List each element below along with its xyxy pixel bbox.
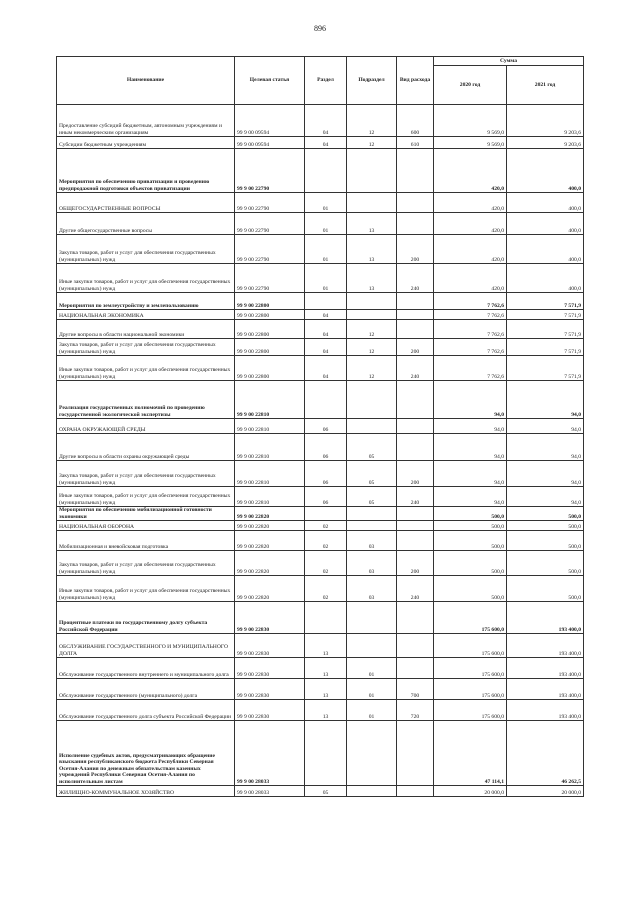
amount-2020: 500,0 [434,507,507,521]
section-code: 02 [305,521,347,531]
target-article: 99 9 00 22830 [235,700,305,721]
amount-2021: 400,0 [507,264,584,293]
row-name: ОБСЛУЖИВАНИЕ ГОСУДАРСТВЕННОГО И МУНИЦИПАЛЬНОГО ДОЛГА [57,634,235,658]
amount-2021: 400,0 [507,213,584,235]
amount-2021: 94,0 [507,487,584,507]
table-row [57,320,584,339]
amount-2021: 500,0 [507,576,584,602]
amount-2021: 7 571,9 [507,310,584,320]
row-name: Предоставление субсидий бюджетным, автономным учреждениям и иным некоммерческим организациям [57,105,235,137]
section-code: 04 [305,356,347,381]
row-name: ОХРАНА ОКРУЖАЮЩЕЙ СРЕДЫ [57,419,235,434]
table-row [57,105,584,137]
target-article: 99 9 00 09594 [235,137,305,149]
expense-type: 240 [397,487,434,507]
target-article: 99 9 00 22800 [235,293,305,310]
section-code [305,721,347,786]
amount-2021: 7 571,9 [507,293,584,310]
target-article: 99 9 00 22830 [235,679,305,700]
table-row [57,461,584,487]
amount-2021: 7 571,9 [507,320,584,339]
expense-type [397,507,434,521]
amount-2021: 94,0 [507,461,584,487]
row-name: Другие вопросы в области национальной экономики [57,320,235,339]
section-code: 13 [305,658,347,679]
section-code: 04 [305,339,347,356]
table-row [57,137,584,149]
amount-2021: 193 400,0 [507,658,584,679]
amount-2020: 420,0 [434,193,507,213]
target-article: 99 9 00 22790 [235,149,305,193]
expense-type [397,320,434,339]
target-article: 99 9 00 22800 [235,310,305,320]
row-name: Обслуживание государственного внутреннего и муниципального долга [57,658,235,679]
section-code: 01 [305,213,347,235]
target-article: 99 9 00 28033 [235,721,305,786]
row-name: Мобилизационная и вневойсковая подготовка [57,531,235,551]
amount-2020: 7 762,6 [434,356,507,381]
table-row [57,235,584,264]
amount-2020: 20 000,0 [434,786,507,797]
amount-2021: 94,0 [507,419,584,434]
table-row [57,507,584,521]
target-article: 99 9 00 22790 [235,235,305,264]
row-name: НАЦИОНАЛЬНАЯ ЭКОНОМИКА [57,310,235,320]
header-section: Раздел [305,57,347,105]
subsection-code: 03 [347,551,397,576]
subsection-code [347,634,397,658]
row-name: Закупка товаров, работ и услуг для обеспечения государственных (муниципальных) нужд [57,551,235,576]
subsection-code [347,310,397,320]
subsection-code: 12 [347,339,397,356]
row-name: Процентные платежи по государственному долгу субъекта Российской Федерации [57,602,235,634]
section-code: 13 [305,700,347,721]
table-row [57,213,584,235]
header-subsection: Подраздел [347,57,397,105]
subsection-code: 01 [347,700,397,721]
target-article: 99 9 00 22820 [235,551,305,576]
amount-2020: 175 600,0 [434,634,507,658]
expense-type [397,721,434,786]
amount-2020: 420,0 [434,235,507,264]
amount-2020: 7 762,6 [434,310,507,320]
expense-type [397,786,434,797]
expense-type: 610 [397,137,434,149]
section-code: 04 [305,137,347,149]
section-code: 01 [305,264,347,293]
target-article: 99 9 00 22820 [235,531,305,551]
amount-2021: 500,0 [507,507,584,521]
expense-type [397,193,434,213]
subsection-code [347,381,397,419]
subsection-code: 01 [347,658,397,679]
section-code: 06 [305,461,347,487]
table-body [57,105,584,797]
expense-type: 240 [397,356,434,381]
expense-type: 600 [397,105,434,137]
expense-type [397,149,434,193]
subsection-code [347,507,397,521]
amount-2020: 500,0 [434,576,507,602]
row-name: Исполнение судебных актов, предусматривающих обращение взыскания республиканского бюджета Республики Северная Осетия-Алания по денежным обязательствам казенных учреждений Республики Северная Осетия-Алания по исполнительным листам [57,721,235,786]
row-name: Обслуживание государственного (муниципального) долга [57,679,235,700]
target-article: 99 9 00 22830 [235,658,305,679]
amount-2020: 7 762,6 [434,339,507,356]
amount-2021: 7 571,9 [507,339,584,356]
table-row [57,679,584,700]
expense-type [397,213,434,235]
amount-2021: 400,0 [507,193,584,213]
row-name: Реализация государственных полномочий по проведению государственной экологической экспертизы [57,381,235,419]
subsection-code: 05 [347,461,397,487]
subsection-code [347,419,397,434]
row-name: Иные закупки товаров, работ и услуг для обеспечения государственных (муниципальных) нужд [57,576,235,602]
row-name: Мероприятия по обеспечению мобилизационной готовности экономики [57,507,235,521]
subsection-code: 03 [347,531,397,551]
subsection-code: 12 [347,320,397,339]
subsection-code [347,521,397,531]
subsection-code: 13 [347,213,397,235]
table-row [57,786,584,797]
amount-2021: 193 400,0 [507,700,584,721]
subsection-code: 12 [347,105,397,137]
expense-type: 720 [397,700,434,721]
table-row [57,339,584,356]
subsection-code: 05 [347,487,397,507]
expense-type [397,658,434,679]
table-row [57,310,584,320]
row-name: Иные закупки товаров, работ и услуг для обеспечения государственных (муниципальных) нужд [57,356,235,381]
row-name: Другие общегосударственные вопросы [57,213,235,235]
amount-2021: 400,0 [507,235,584,264]
target-article: 99 9 00 22810 [235,487,305,507]
target-article: 99 9 00 22830 [235,634,305,658]
header-target-article: Целевая статья [235,57,305,105]
target-article: 99 9 00 22800 [235,320,305,339]
amount-2021: 193 400,0 [507,679,584,700]
section-code: 06 [305,419,347,434]
table-row [57,381,584,419]
target-article: 99 9 00 28033 [235,786,305,797]
target-article: 99 9 00 22810 [235,461,305,487]
expense-type [397,434,434,461]
table-row [57,658,584,679]
amount-2020: 500,0 [434,551,507,576]
subsection-code [347,786,397,797]
target-article: 99 9 00 22790 [235,193,305,213]
table-row [57,193,584,213]
subsection-code: 01 [347,679,397,700]
expense-type [397,381,434,419]
amount-2021: 9 203,6 [507,105,584,137]
section-code: 13 [305,634,347,658]
table-row [57,356,584,381]
amount-2021: 46 262,5 [507,721,584,786]
amount-2021: 400,0 [507,149,584,193]
target-article: 99 9 00 22790 [235,213,305,235]
section-code: 02 [305,576,347,602]
expense-type: 200 [397,235,434,264]
section-code: 06 [305,434,347,461]
expense-type: 200 [397,339,434,356]
target-article: 99 9 00 22820 [235,521,305,531]
amount-2021: 94,0 [507,434,584,461]
amount-2020: 175 600,0 [434,700,507,721]
amount-2020: 420,0 [434,264,507,293]
section-code [305,507,347,521]
amount-2020: 9 569,0 [434,105,507,137]
amount-2020: 94,0 [434,487,507,507]
expense-type [397,521,434,531]
table-row [57,149,584,193]
amount-2020: 500,0 [434,521,507,531]
amount-2021: 9 203,6 [507,137,584,149]
subsection-code: 12 [347,137,397,149]
expense-type: 700 [397,679,434,700]
subsection-code [347,721,397,786]
subsection-code: 03 [347,576,397,602]
row-name: Иные закупки товаров, работ и услуг для обеспечения государственных (муниципальных) нужд [57,487,235,507]
section-code [305,149,347,193]
table-row [57,634,584,658]
subsection-code: 13 [347,235,397,264]
expense-type [397,293,434,310]
expense-type: 240 [397,576,434,602]
section-code: 04 [305,105,347,137]
table-row [57,531,584,551]
expense-type [397,419,434,434]
section-code: 01 [305,235,347,264]
row-name: Мероприятия по землеустройству и землепользованию [57,293,235,310]
row-name: ОБЩЕГОСУДАРСТВЕННЫЕ ВОПРОСЫ [57,193,235,213]
expense-type [397,602,434,634]
subsection-code [347,293,397,310]
section-code [305,602,347,634]
table-row [57,487,584,507]
amount-2020: 420,0 [434,149,507,193]
amount-2020: 94,0 [434,381,507,419]
row-name: НАЦИОНАЛЬНАЯ ОБОРОНА [57,521,235,531]
section-code: 04 [305,310,347,320]
header-name: Наименование [57,57,235,105]
target-article: 99 9 00 22830 [235,602,305,634]
table-row [57,264,584,293]
expense-type: 240 [397,264,434,293]
row-name: Субсидии бюджетным учреждениям [57,137,235,149]
row-name: Другие вопросы в области охраны окружающей среды [57,434,235,461]
amount-2020: 94,0 [434,434,507,461]
amount-2021: 20 000,0 [507,786,584,797]
target-article: 99 9 00 22810 [235,381,305,419]
table-row [57,602,584,634]
subsection-code: 13 [347,264,397,293]
amount-2020: 94,0 [434,419,507,434]
row-name: Обслуживание государственного долга субъекта Российской Федерации [57,700,235,721]
expense-type [397,531,434,551]
amount-2020: 500,0 [434,531,507,551]
header-year-2020: 2020 год [434,66,507,105]
amount-2021: 193 400,0 [507,634,584,658]
amount-2020: 175 600,0 [434,602,507,634]
amount-2020: 47 114,1 [434,721,507,786]
target-article: 99 9 00 22800 [235,339,305,356]
section-code: 01 [305,193,347,213]
table-row [57,700,584,721]
target-article: 99 9 00 22810 [235,434,305,461]
amount-2021: 500,0 [507,531,584,551]
header-expense-type: Вид расхода [397,57,434,105]
row-name: Закупка товаров, работ и услуг для обеспечения государственных (муниципальных) нужд [57,339,235,356]
table-row [57,721,584,786]
subsection-code [347,193,397,213]
expense-type [397,634,434,658]
section-code: 05 [305,786,347,797]
table-row [57,434,584,461]
amount-2021: 500,0 [507,551,584,576]
budget-table [56,56,584,797]
table-row [57,551,584,576]
amount-2020: 175 600,0 [434,658,507,679]
header-sum: Сумма [434,57,584,66]
target-article: 99 9 00 22810 [235,419,305,434]
row-name: Мероприятия по обеспечению приватизации и проведению предпродажной подготовки объектов приватизации [57,149,235,193]
row-name: ЖИЛИЩНО-КОММУНАЛЬНОЕ ХОЗЯЙСТВО [57,786,235,797]
subsection-code: 05 [347,434,397,461]
section-code: 06 [305,487,347,507]
amount-2020: 94,0 [434,461,507,487]
table-row [57,293,584,310]
expense-type: 200 [397,551,434,576]
section-code: 13 [305,679,347,700]
header-year-2021: 2021 год [507,66,584,105]
subsection-code: 12 [347,356,397,381]
section-code [305,293,347,310]
table-row [57,419,584,434]
expense-type [397,310,434,320]
section-code: 02 [305,551,347,576]
target-article: 99 9 00 22820 [235,576,305,602]
amount-2020: 9 569,0 [434,137,507,149]
target-article: 99 9 00 09594 [235,105,305,137]
target-article: 99 9 00 22790 [235,264,305,293]
table-row [57,521,584,531]
amount-2020: 7 762,6 [434,293,507,310]
amount-2021: 94,0 [507,381,584,419]
subsection-code [347,602,397,634]
page-number: 896 [314,24,326,33]
target-article: 99 9 00 22820 [235,507,305,521]
row-name: Иные закупки товаров, работ и услуг для обеспечения государственных (муниципальных) нужд [57,264,235,293]
expense-type: 200 [397,461,434,487]
amount-2020: 7 762,6 [434,320,507,339]
amount-2021: 500,0 [507,521,584,531]
section-code: 02 [305,531,347,551]
section-code: 04 [305,320,347,339]
subsection-code [347,149,397,193]
row-name: Закупка товаров, работ и услуг для обеспечения государственных (муниципальных) нужд [57,461,235,487]
amount-2021: 7 571,9 [507,356,584,381]
amount-2020: 420,0 [434,213,507,235]
amount-2021: 193 400,0 [507,602,584,634]
amount-2020: 175 600,0 [434,679,507,700]
target-article: 99 9 00 22800 [235,356,305,381]
table-row [57,576,584,602]
row-name: Закупка товаров, работ и услуг для обеспечения государственных (муниципальных) нужд [57,235,235,264]
section-code [305,381,347,419]
